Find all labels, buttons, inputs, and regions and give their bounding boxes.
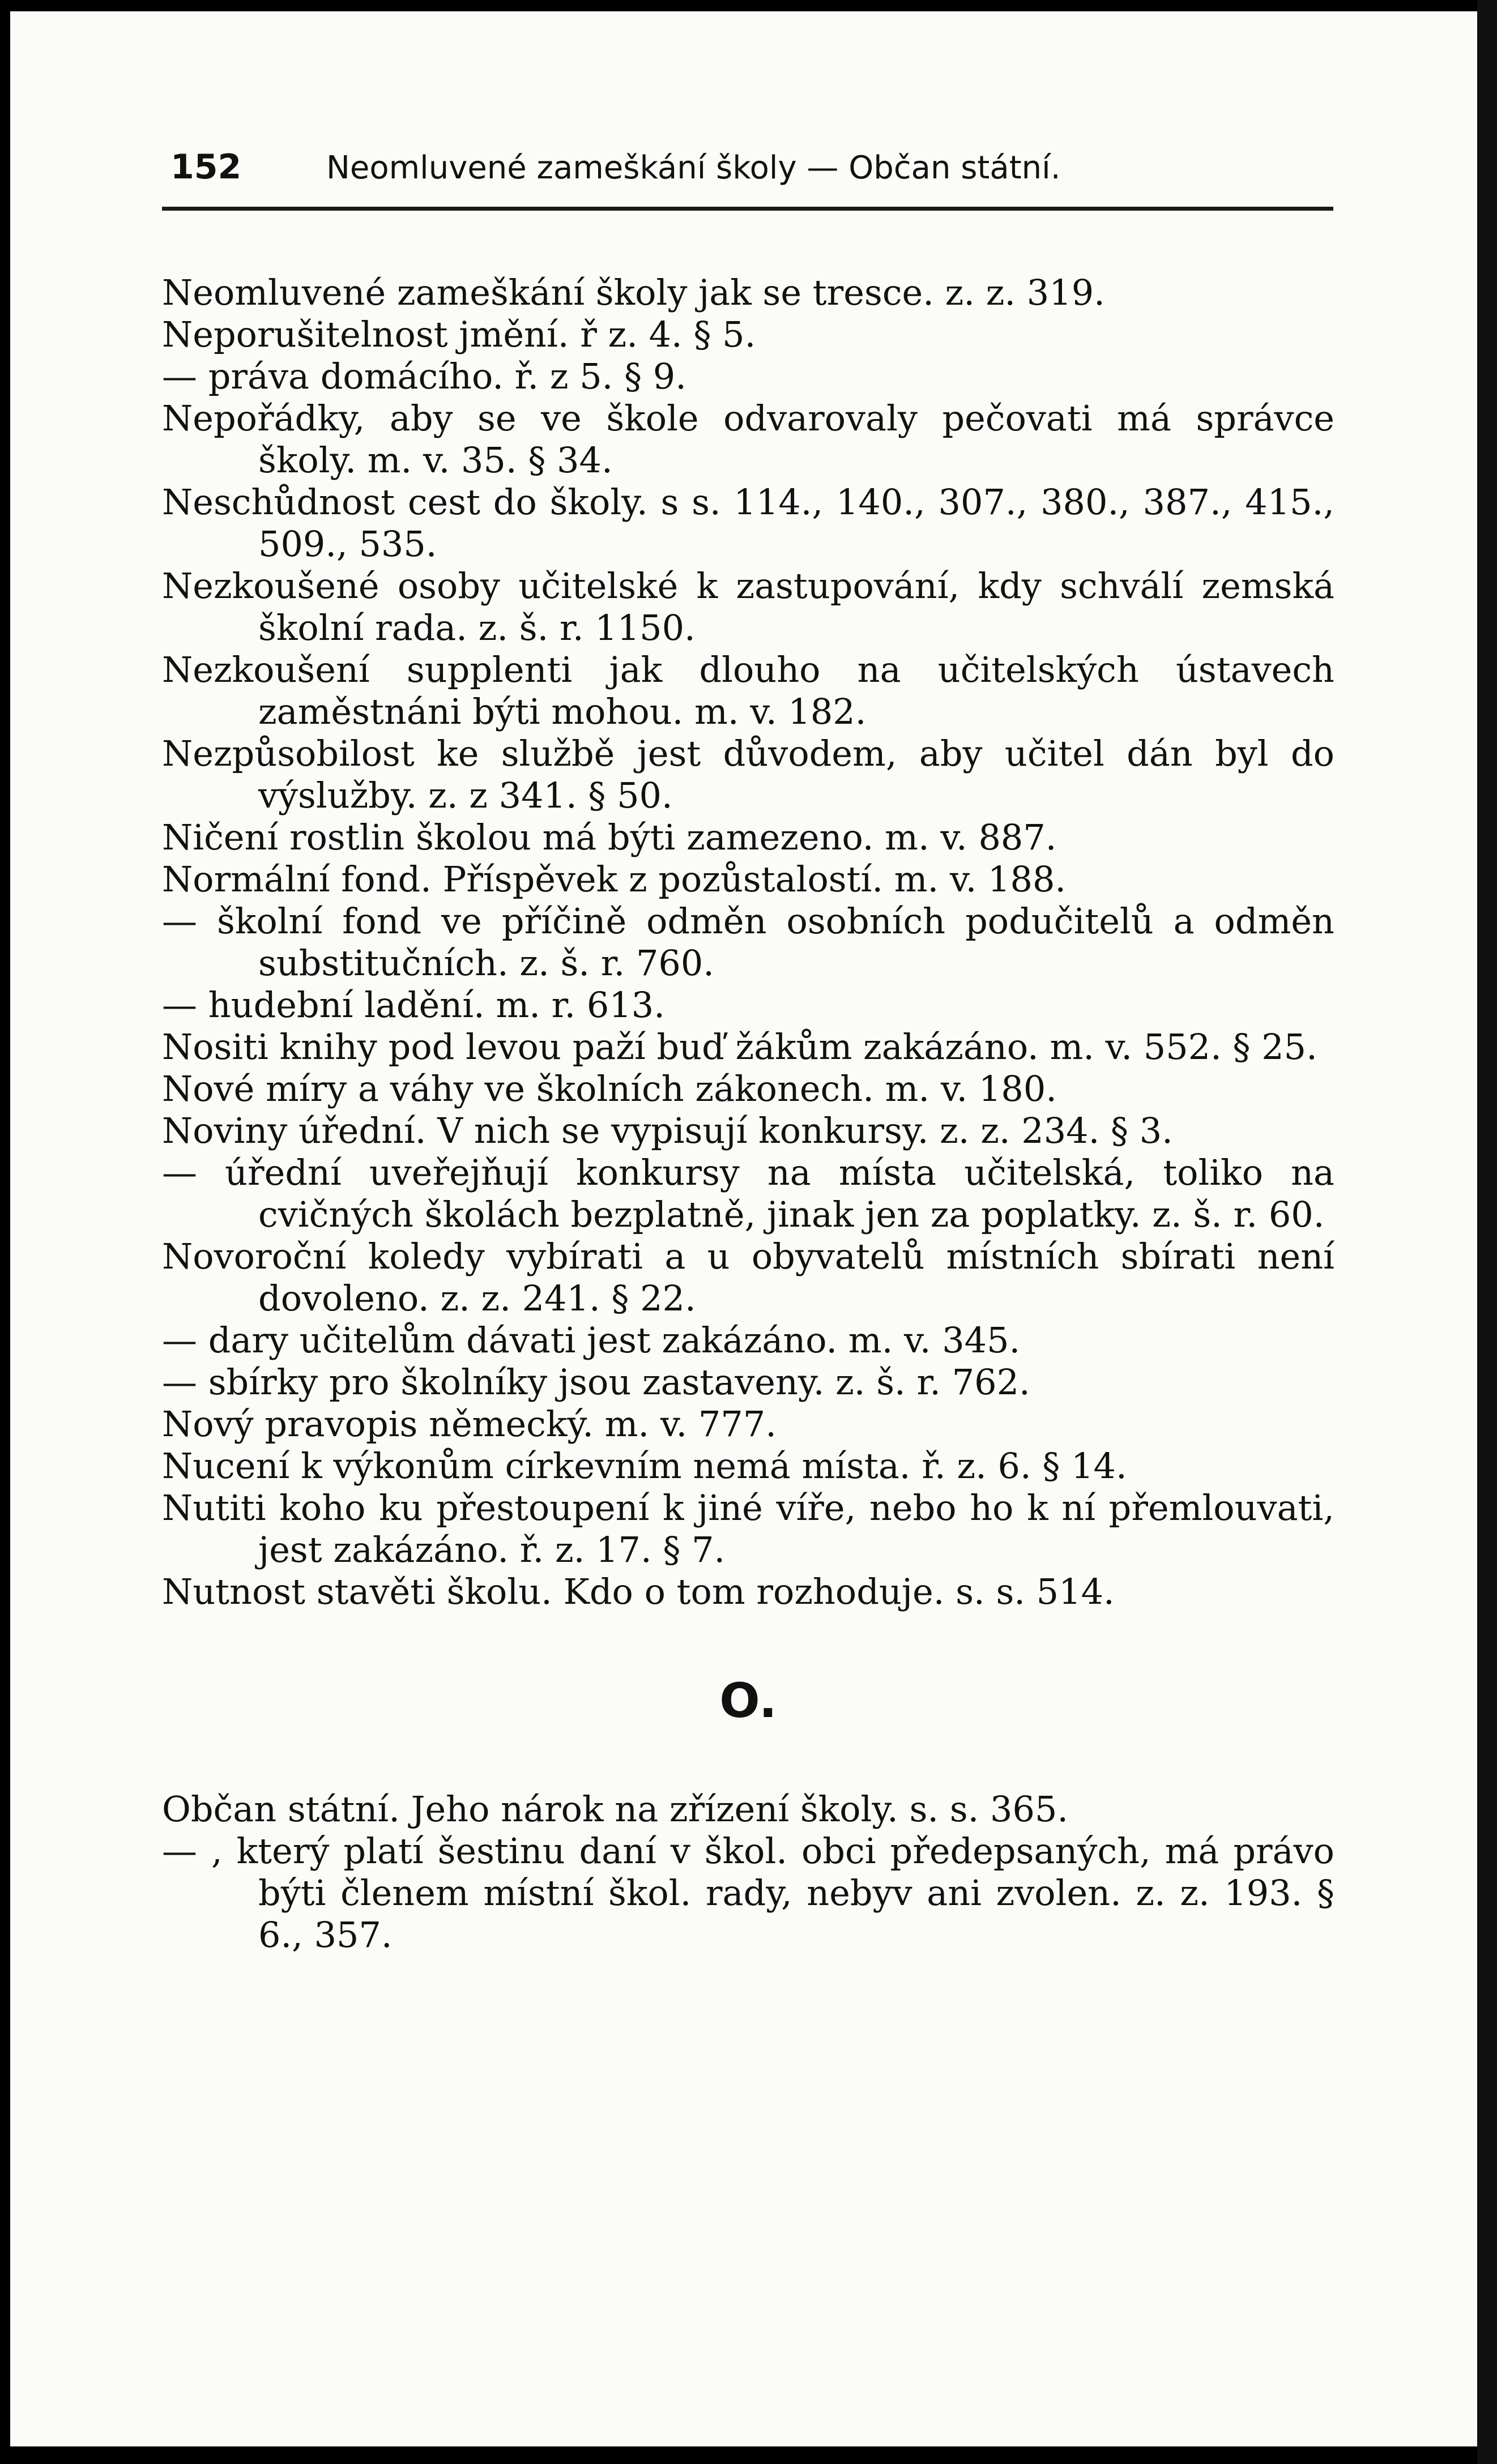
index-entry: Nositi knihy pod levou paží buď žákům zakázáno. m. v. 552. § 25. [162,1026,1317,1067]
index-content [162,272,1334,1956]
index-subentry: — , který platí šestinu daní v škol. obci předepsaných, má právo býti členem místní škol. rady, nebyv ani zvolen. z. z. 193. § 6., 357. [162,1830,1334,1955]
index-subentry: — úřední uveřejňují konkursy na místa učitelská, toliko na cvičných školách bezplatně, jinak jen za poplatky. z. š. r. 60. [162,1152,1334,1235]
index-entry: Nepořádky, aby se ve škole odvarovaly pečovati má správce školy. m. v. 35. § 34. [162,398,1334,481]
index-subentry: — školní fond ve příčině odměn osobních podučitelů a odměn substitučních. z. š. r. 760. [162,900,1334,984]
index-subentry: — hudební ladění. m. r. 613. [162,984,665,1026]
index-entry: Nutiti koho ku přestoupení k jiné víře, nebo ho k ní přemlouvati, jest zakázáno. ř. z. 17. § 7. [162,1487,1334,1570]
index-entry: Ničení rostlin školou má býti zamezeno. m. v. 887. [162,817,1057,858]
running-head: Neomluvené zameškání školy — Občan státní. [326,150,1061,186]
index-subentry: — práva domácího. ř. z 5. § 9. [162,356,686,397]
index-entry: Nezkoušené osoby učitelské k zastupování, kdy schválí zemská školní rada. z. š. r. 1150. [162,565,1334,648]
index-entry: Noviny úřední. V nich se vypisují konkursy. z. z. 234. § 3. [162,1110,1173,1151]
index-entry: Neschůdnost cest do školy. s s. 114., 140., 307., 380., 387., 415., 509., 535. [162,481,1334,565]
index-entry: Neporušitelnost jmění. ř z. 4. § 5. [162,314,756,355]
index-entry: Nový pravopis německý. m. v. 777. [162,1403,777,1445]
index-entry: Nucení k výkonům církevním nemá místa. ř. z. 6. § 14. [162,1445,1127,1487]
index-entry: Nové míry a váhy ve školních zákonech. m. v. 180. [162,1068,1057,1109]
header-rule [162,207,1333,211]
index-entry: Novoroční koledy vybírati a u obyvatelů místních sbírati není dovoleno. z. z. 241. § 22. [162,1236,1334,1319]
index-entry: Nezkoušení supplenti jak dlouho na učitelských ústavech zaměstnáni býti mohou. m. v. 182. [162,649,1334,732]
index-subentry: — dary učitelům dávati jest zakázáno. m. v. 345. [162,1319,1021,1361]
page-number: 152 [170,147,242,187]
page-edge-shadow [1477,0,1497,2464]
index-entry: Nutnost stavěti školu. Kdo o tom rozhoduje. s. s. 514. [162,1571,1115,1612]
index-subentry: — sbírky pro školníky jsou zastaveny. z. š. r. 762. [162,1361,1030,1403]
book-page [10,11,1477,2446]
index-entry: Neomluvené zameškání školy jak se tresce. z. z. 319. [162,272,1105,313]
index-entry: Občan státní. Jeho nárok na zřízení školy. s. s. 365. [162,1788,1069,1830]
index-entry: Normální fond. Příspěvek z pozůstalostí. m. v. 188. [162,859,1067,900]
section-letter-heading: O. [719,1673,777,1728]
index-entry: Nezpůsobilost ke službě jest důvodem, aby učitel dán byl do výslužby. z. z 341. § 50. [162,733,1334,816]
